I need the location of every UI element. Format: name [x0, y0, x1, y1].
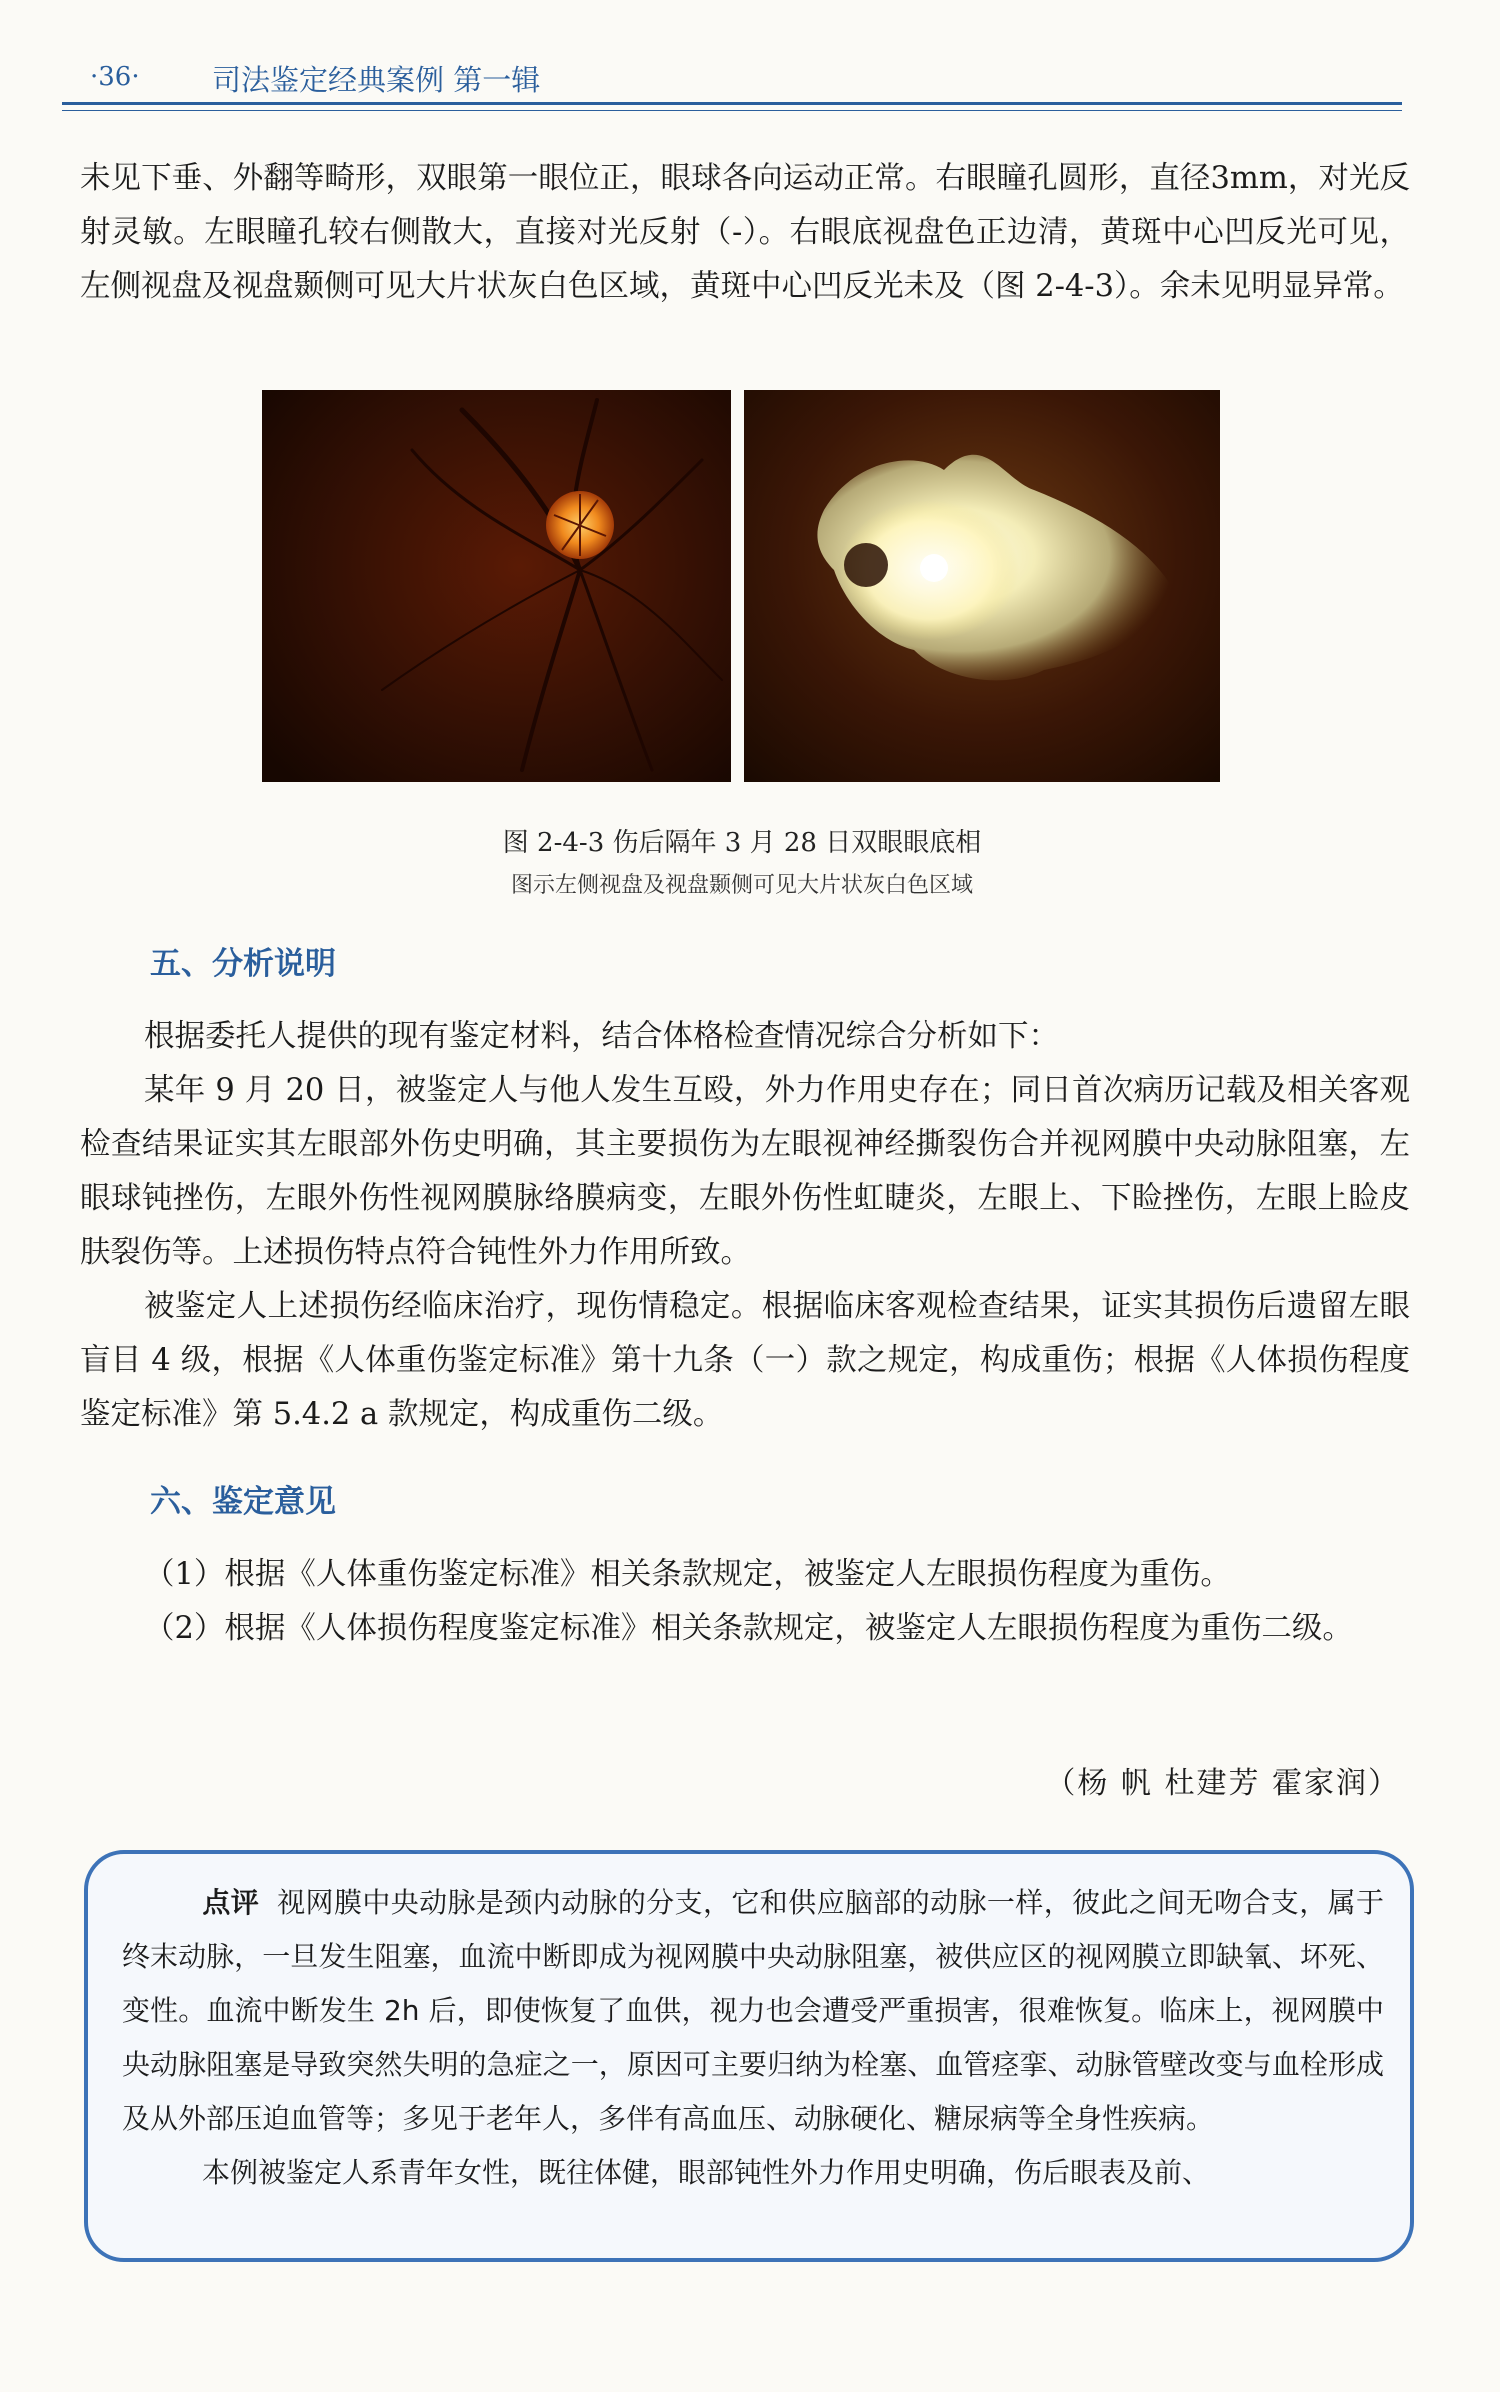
authors: （杨 帆 杜建芳 霍家润） [1045, 1766, 1400, 1801]
section-heading-opinion: 六、鉴定意见 [150, 1484, 336, 1520]
comment-text: 视网膜中央动脉是颈内动脉的分支，它和供应脑部的动脉一样，彼此之间无吻合支，属于终末动脉，一旦发生阻塞，血流中断即成为视网膜中央动脉阻塞，被供应区的视网膜立即缺氧、坏死、变性。血流中断发生 2h 后，即使恢复了血供，视力也会遭受严重损害，很难恢复。临床上，视网膜中央动脉阻塞是导致突然失明的急症之一，原因可主要归纳为栓塞、血管痉挛、动脉管壁改变与血栓形成及从外部压迫血管等；多见于老年人，多伴有高血压、动脉硬化、糖尿病等全身性疾病。 [122, 1886, 1384, 2135]
intro-paragraph: 未见下垂、外翻等畸形，双眼第一眼位正，眼球各向运动正常。右眼瞳孔圆形，直径3mm，对光反射灵敏。左眼瞳孔较右侧散大，直接对光反射（-）。右眼底视盘色正边清，黄斑中心凹反光可见，左侧视盘及视盘颞侧可见大片状灰白色区域，黄斑中心凹反光未及（图 2-4-3）。余未见明显异常。 [80, 161, 1410, 304]
left-eye-fundus-photo [744, 390, 1220, 782]
running-header [62, 58, 1402, 106]
book-title: 司法鉴定经典案例 第一辑 [212, 63, 541, 97]
analysis-paragraph: 根据委托人提供的现有鉴定材料，结合体格检查情况综合分析如下： [144, 1019, 1059, 1054]
figure-subcaption: 图示左侧视盘及视盘颞侧可见大片状灰白色区域 [510, 873, 973, 898]
analysis-paragraph: 被鉴定人上述损伤经临床治疗，现伤情稳定。根据临床客观检查结果，证实其损伤后遗留左眼盲目 4 级，根据《人体重伤鉴定标准》第十九条（一）款之规定，构成重伤；根据《人体损伤程度鉴定标准》第 5.4.2 a 款规定，构成重伤二级。 [80, 1289, 1410, 1432]
page-number: ·36· [90, 62, 140, 92]
opinion-item: （1）根据《人体重伤鉴定标准》相关条款规定，被鉴定人左眼损伤程度为重伤。 [144, 1557, 1231, 1592]
comment-body [122, 1876, 1384, 2200]
right-eye-fundus-photo [262, 390, 731, 782]
comment-text-continued: 本例被鉴定人系青年女性，既往体健，眼部钝性外力作用史明确，伤后眼表及前、 [202, 2156, 1211, 2189]
comment-box [84, 1850, 1414, 2262]
header-rule-thin [62, 110, 1402, 111]
figure-caption: 图 2-4-3 伤后隔年 3 月 28 日双眼眼底相 [502, 828, 982, 858]
opinion-item: （2）根据《人体损伤程度鉴定标准》相关条款规定，被鉴定人左眼损伤程度为重伤二级。 [144, 1611, 1353, 1646]
analysis-paragraph: 某年 9 月 20 日，被鉴定人与他人发生互殴，外力作用史存在；同日首次病历记载及相关客观检查结果证实其左眼部外伤史明确，其主要损伤为左眼视神经撕裂伤合并视网膜中央动脉阻塞，左眼球钝挫伤，左眼外伤性视网膜脉络膜病变，左眼外伤性虹睫炎，左眼上、下睑挫伤，左眼上睑皮肤裂伤等。上述损伤特点符合钝性外力作用所致。 [80, 1073, 1410, 1270]
comment-label: 点评 [202, 1886, 260, 1919]
section-heading-analysis: 五、分析说明 [150, 946, 336, 982]
fundus-figure [262, 390, 1222, 782]
header-rule [62, 102, 1402, 105]
